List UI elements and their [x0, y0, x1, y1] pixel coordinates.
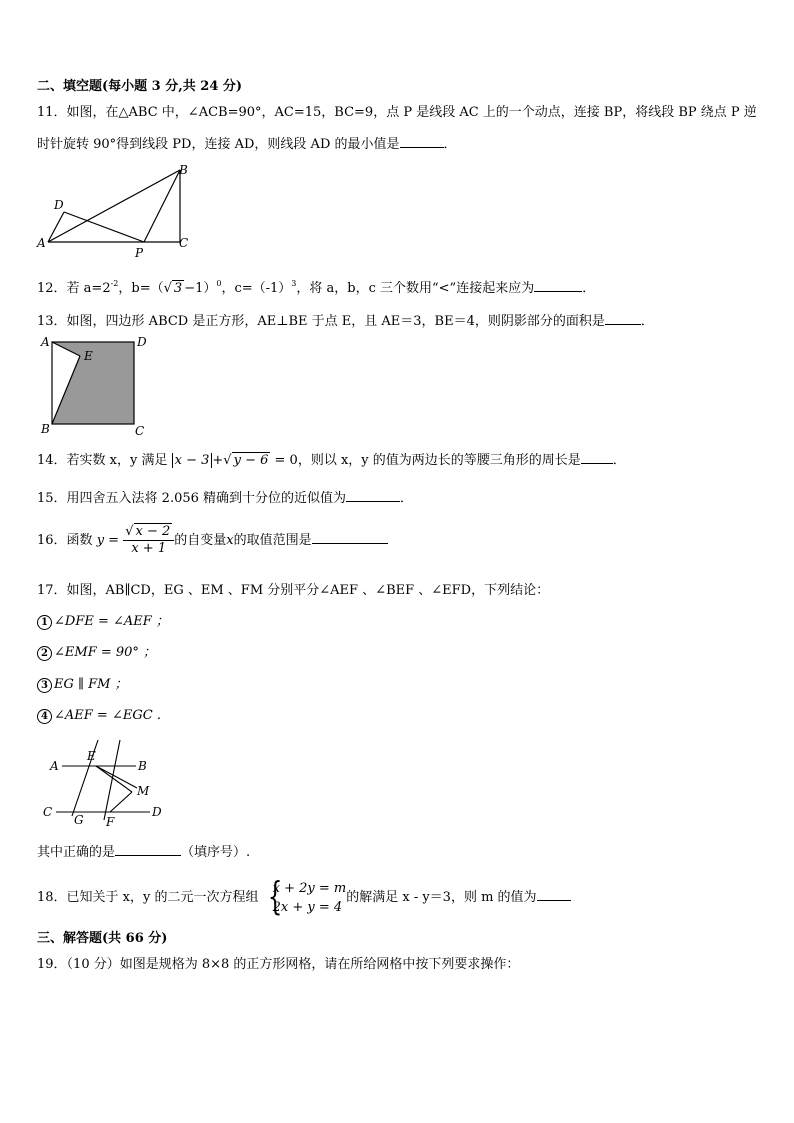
question-18: 18．已知关于 x，y 的二元一次方程组 { x + 2y = m 2x + y = 4 的解满足 x - y＝3，则 m 的值为: [37, 878, 571, 918]
question-19: 19．（10 分）如图是规格为 8×8 的正方形网格，请在所给网格中按下列要求操作：: [37, 957, 520, 972]
figure-parallel-lines: [38, 736, 168, 832]
label-e: E: [87, 749, 96, 763]
answer-blank: [115, 843, 181, 856]
conclusion-3: 3 EG ∥ FM ；: [37, 676, 128, 694]
label-a: A: [41, 335, 50, 349]
answer-blank: [534, 279, 582, 292]
question-11-text: 时针旋转 90°得到线段 PD，连接 AD，则线段 AD 的最小值是: [37, 137, 400, 152]
label-m: M: [137, 784, 150, 798]
question-17: 17．如图，AB∥CD，EG 、EM 、FM 分别平分∠AEF 、∠BEF 、∠EFD，下列结论：: [37, 583, 550, 598]
answer-blank: [605, 312, 641, 325]
question-12: 12．若 $a=2^{-2}$，b=（√ 3 −1）$^0$，$c=(-1)^3$，将 a，b，c 三个数用“<”连接起来应为 ．: [37, 279, 596, 296]
answer-blank: [312, 531, 388, 544]
label-e: E: [84, 349, 93, 363]
label-c: C: [135, 424, 145, 438]
label-g: G: [74, 813, 84, 827]
section-heading: 三、解答题(共 66 分): [37, 931, 168, 946]
label-d: D: [54, 198, 64, 212]
label-d: D: [137, 335, 147, 349]
question-14: 14．若实数 x，y 满足 x − 3 +√ y − 6 = 0，则以 x，y 的值为两边长的等腰三角形的周长是 ．: [37, 453, 626, 468]
figure-triangle-abc: [34, 160, 194, 262]
label-b: B: [138, 759, 147, 773]
label-a: A: [37, 236, 46, 250]
fraction: $\frac{√ x - 2}{x + 1}$: [123, 524, 174, 557]
question-11-line2: 时针旋转 90°得到线段 PD，连接 AD，则线段 AD 的最小值是 ．: [37, 137, 457, 152]
conclusion-1: 1 ∠DFE = ∠AEF ；: [37, 613, 169, 631]
section-heading: 二、填空题(每小题 3 分,共 24 分): [37, 79, 243, 94]
conclusion-4: 4 ∠AEF = ∠EGC ．: [37, 707, 170, 725]
label-c: C: [179, 236, 189, 250]
label-c: C: [43, 805, 53, 819]
question-16: 16．函数 y = $\frac{√ x - 2}{x + 1}$ 的自变量x的取值范围是: [37, 524, 388, 562]
conclusion-2: 2 ∠EMF = 90° ；: [37, 644, 156, 662]
question-17-answer: 其中正确的是 （填序号）.: [37, 845, 251, 860]
question-11-line1: 11．如图，在△ABC 中，∠ACB=90°，AC=15，BC=9，点 P 是线段 AC 上的一个动点，连接 BP，将线段 BP 绕点 P 逆: [37, 105, 757, 120]
label-b: B: [41, 422, 50, 436]
answer-blank: [581, 451, 613, 464]
answer-blank: [537, 888, 571, 901]
label-a: A: [50, 759, 59, 773]
equation-system: { x + 2y = m 2x + y = 4: [267, 873, 347, 918]
answer-blank: [400, 135, 444, 148]
question-13: 13．如图，四边形 ABCD 是正方形，AE⊥BE 于点 E，且 AE＝3，BE＝4，则阴影部分的面积是 ．: [37, 314, 654, 329]
figure-square-abcd: [36, 332, 154, 440]
question-15: 15．用四舍五入法将 2.056 精确到十分位的近似值为 ．: [37, 491, 414, 506]
label-p: P: [135, 246, 144, 260]
label-d: D: [152, 805, 162, 819]
label-f: F: [106, 815, 115, 829]
answer-blank: [346, 489, 400, 502]
label-b: B: [179, 163, 188, 177]
